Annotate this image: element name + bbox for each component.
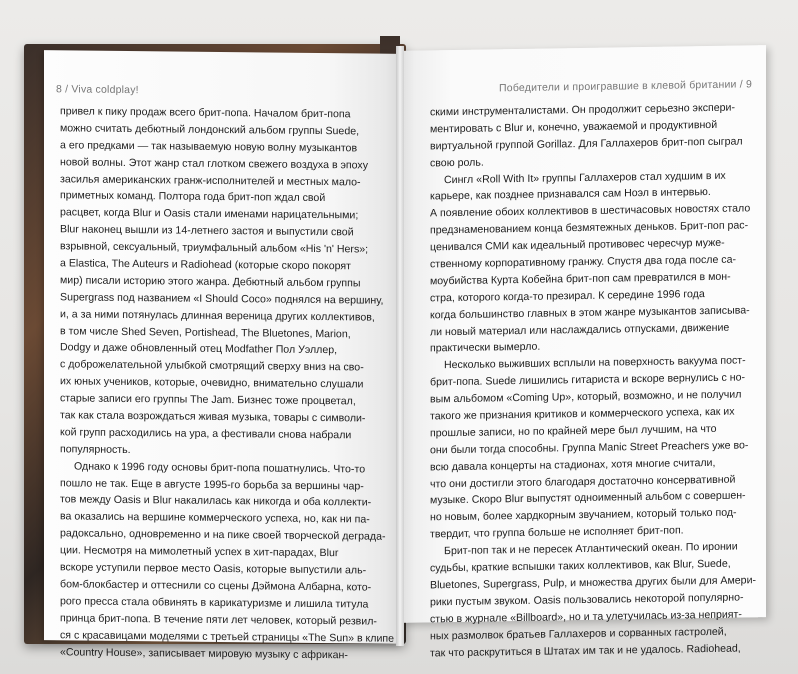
text-line: привел к пику продаж всего брит-попа. Началом брит-попа <box>60 105 351 121</box>
text-line: ных размолвок братьев Галлахеров и сорванных гастролей, <box>430 625 727 643</box>
text-line: ции. Несмотря на мимолетный успех в хит-парадах, Blur <box>60 544 339 560</box>
text-line: Однако к 1996 году основы брит-попа пошатнулись. Что-то <box>74 460 366 476</box>
text-line: ценивался СМИ как идеальный противовес чересчур муже- <box>430 236 725 254</box>
text-line: моубийства Курта Кобейна брит-поп сам превратился в мон- <box>430 270 731 288</box>
left-page-body <box>60 103 394 664</box>
text-line: с доброжелательной улыбкой смотрящий сверху вниз на сво- <box>60 358 364 374</box>
right-page <box>400 45 766 659</box>
text-line: но новым, более хардкорным звучанием, который только под- <box>430 506 737 524</box>
text-line: взрывной, сексуальный, триумфальный альбом «His 'n' Hers»; <box>60 240 369 256</box>
text-line: Сингл «Roll With It» группы Галлахеров стал худшим в их <box>444 169 726 186</box>
text-line: судьбы, краткие вспышки таких коллективов, как Blur, Suede, <box>430 557 731 575</box>
text-line: Blur наконец вышли из 14-летнего застоя и выпустили свой <box>60 223 354 239</box>
left-running-head: 8 / Viva coldplay! <box>56 83 139 97</box>
text-line: Несколько выживших всплыли на поверхность вакуума пост- <box>444 354 746 372</box>
text-line: вскоре уступили первое место Oasis, которые выпустили аль- <box>60 561 367 577</box>
text-line: тов между Oasis и Blur накалилась как никогда и оба коллекти- <box>60 493 372 510</box>
text-line: мир) писали историю этого жанра. Дебютный альбом группы <box>60 274 361 290</box>
text-line: ся с красавицами моделями с третьей страницы «The Sun» в клипе <box>60 628 394 645</box>
text-line: такого же признания критиков и коммерческого успеха, как их <box>430 405 735 423</box>
text-line: музыке. Скоро Blur выпустят одноименный альбом с совершен- <box>430 489 746 507</box>
text-line: рики пустым звуком. Oasis пользовались некоторой популярно- <box>430 591 744 609</box>
text-line: стью в журнале «Billboard», но и та улетучилась из-за неприят- <box>430 608 742 626</box>
text-line: стра, которого когда-то презирал. К середине 1996 года <box>430 287 705 305</box>
text-line: Bluetones, Supergrass, Pulp, и множества других были для Амери- <box>430 574 757 592</box>
text-line: что они достигли этого благодаря достаточно консервативной <box>430 473 736 490</box>
text-line: карьере, как позднее признавался сам Ноэл в интервью. <box>430 186 711 203</box>
text-line: прошлые записи, но по крайней мере был лучшим, на что <box>430 422 717 440</box>
text-line: а Elastica, The Auteurs и Radiohead (которые скоро покорят <box>60 257 351 273</box>
text-line: так как стала возрождаться живая музыка, товары с символи- <box>60 409 366 425</box>
text-line: практически вымерло. <box>430 341 541 355</box>
text-line: ли новый материал или наслаждались отпусками, движение <box>430 321 730 338</box>
text-line: скими инструменталистами. Он продолжит серьезно экспери- <box>430 101 735 119</box>
text-line: свою роль. <box>430 156 484 170</box>
text-line: «Country House», записывает мировую музыку с африкан- <box>60 645 348 661</box>
text-line: предзнаменованием конца безмятежных деньков. Брит-поп рас- <box>430 219 749 237</box>
text-line: всю давала концерты на стадионах, хотя многие считали, <box>430 456 716 474</box>
text-line: засилья американских гранж-исполнителей и местных мало- <box>60 172 361 189</box>
text-line: ва оказались на вершине коммерческого успеха, но, как ни па- <box>60 510 370 526</box>
text-line: пошло не так. Еще в августе 1995-го борьба за вершины чар- <box>60 476 364 493</box>
text-line: радоксально, одновременно и на пике своей творческой деграда- <box>60 527 386 543</box>
text-line: можно считать дебютный лондонский альбом группы Suede, <box>60 122 360 138</box>
text-line: ственному корпоративному гранжу. Спустя два года после са- <box>430 253 736 271</box>
text-line: принца брит-попа. В течение пяти лет человек, который резвил- <box>60 612 377 628</box>
text-line: популярность. <box>60 443 131 456</box>
text-line: брит-попа. Suede лишились гитариста и вскоре вернулись с но- <box>430 371 746 389</box>
text-line: твердит, что группа больше не исполняет брит-поп. <box>430 524 684 541</box>
text-line: а его предками — так называемую новую волну музыкантов <box>60 139 358 155</box>
text-line: старые записи его группы The Jam. Бизнес тоже процветал, <box>60 392 356 408</box>
book-gutter <box>396 46 404 646</box>
text-line: кой групп расходились на ура, а фестивали снова набрали <box>60 426 352 442</box>
right-running-head: Победители и проигравшие в клевой британии / 9 <box>499 78 752 95</box>
text-line: виртуальной группой Gorillaz. Для Галлахеров брит-поп сыграл <box>430 135 743 153</box>
text-line: когда большинство главных в этом жанре музыкантов записыва- <box>430 304 750 322</box>
text-line: Dodgy и даже обновленный отец Modfather Пол Уэллер, <box>60 341 338 357</box>
text-line: А появление обоих коллективов в шестичасовых новостях стало <box>430 202 751 220</box>
text-line: рого пресса стала обвинять в карикатуризме и лишила титула <box>60 595 369 611</box>
text-line: они были тогда способны. Группа Manic Street Preachers уже во- <box>430 439 749 457</box>
text-line: приметных команд. Полтора года брит-поп ждал свой <box>60 189 326 205</box>
left-page <box>44 50 400 661</box>
text-line: ментировать с Blur и, конечно, уважаемой и продуктивной <box>430 118 718 136</box>
text-line: новой волны. Этот жанр стал глотком свежего воздуха в эпоху <box>60 155 369 172</box>
text-line: Supergrass под названием «I Should Coco» поднялся на вершину, <box>60 291 384 307</box>
right-page-body <box>430 99 757 661</box>
text-line: расцвет, когда Blur и Oasis стали именами нарицательными; <box>60 206 359 222</box>
text-line: вым альбомом «Coming Up», который, возможно, и не получил <box>430 388 742 406</box>
text-line: Брит-поп так и не пересек Атлантический океан. По иронии <box>444 540 738 558</box>
text-line: так что раскрутиться в Штатах им так и не удалось. Radiohead, <box>430 642 741 659</box>
text-line: их юных учеников, которые, очевидно, внимательно слушали <box>60 375 364 391</box>
text-line: и, а за ними потянулась длинная вереница других коллективов, <box>60 307 375 324</box>
text-line: в том числе Shed Seven, Portishead, The Bluetones, Marion, <box>60 324 351 340</box>
text-line: бом-блокбастер и оттеснили со сцены Дэймона Албарна, кото- <box>60 578 372 594</box>
